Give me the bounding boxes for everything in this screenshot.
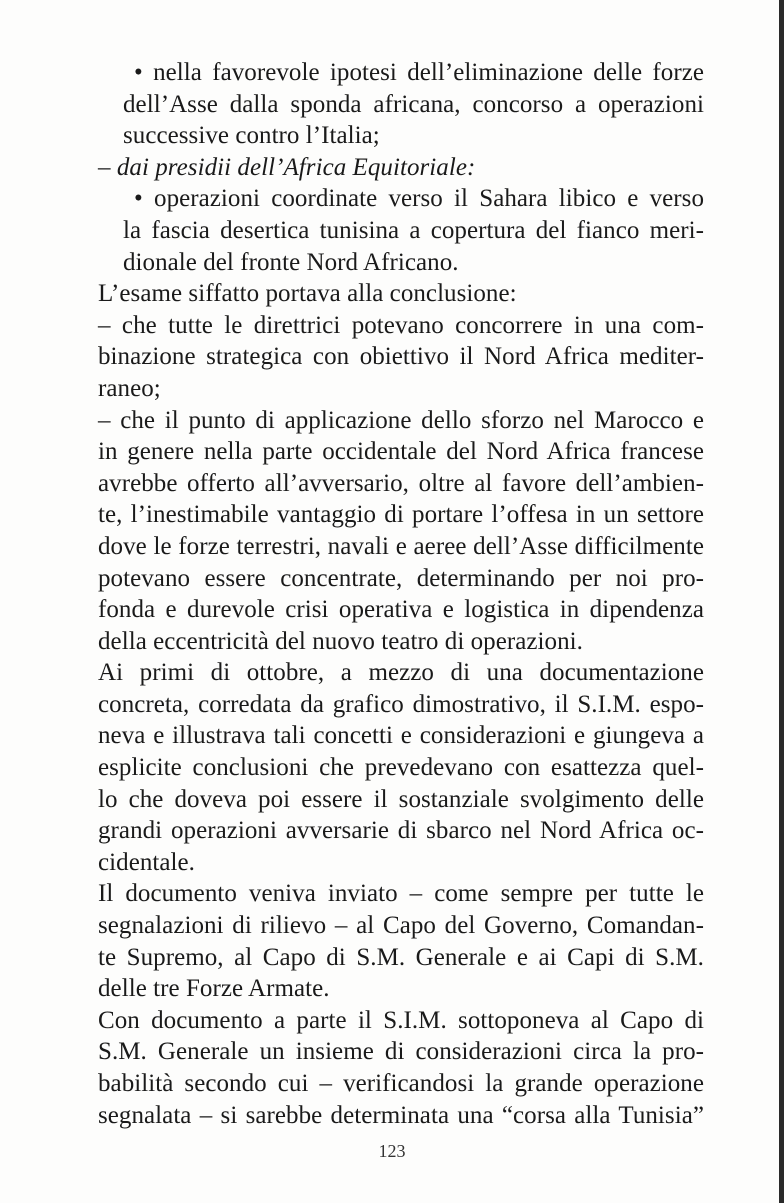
text-line: • nella favorevole ipotesi dell’eliminazione delle forze: [134, 59, 704, 86]
text-line: lo che doveva poi essere il sostanziale svolgimento delle: [98, 785, 704, 813]
text-line: delle tre Forze Armate.: [98, 975, 330, 1003]
text-line: S.M. Generale un insieme di considerazioni circa la pro-: [98, 1038, 704, 1066]
text-line: binazione strategica con obiettivo il Nord Africa mediter-: [98, 343, 704, 371]
page-number: 123: [378, 1141, 406, 1161]
text-line: segnalata – si sarebbe determinata una “corsa alla Tunisia”: [98, 1101, 704, 1129]
body-text: [98, 57, 704, 1131]
text-line: successive contro l’Italia;: [123, 122, 380, 150]
text-line: L’esame siffatto portava alla conclusione:: [98, 280, 517, 308]
text-line: avrebbe offerto all’avversario, oltre al favore dell’ambien-: [98, 469, 704, 497]
text-line: della eccentricità del nuovo teatro di operazioni.: [98, 627, 583, 655]
page-edge-shadow: [779, 0, 784, 1203]
text-line: la fascia desertica tunisina a copertura del fianco meri-: [123, 216, 704, 244]
text-line: – che tutte le direttrici potevano concorrere in una com-: [98, 311, 704, 339]
text-line: • operazioni coordinate verso il Sahara libico e verso: [134, 185, 704, 213]
text-line: raneo;: [98, 374, 161, 402]
text-line: te, l’inestimabile vantaggio di portare l’offesa in un settore: [98, 501, 704, 529]
text-line: Con documento a parte il S.I.M. sottoponeva al Capo di: [98, 1006, 704, 1034]
text-line: potevano essere concentrate, determinando per noi pro-: [98, 564, 704, 592]
text-line: grandi operazioni avversarie di sbarco nel Nord Africa oc-: [98, 817, 704, 845]
text-line: Il documento veniva inviato – come sempre per tutte le: [98, 880, 704, 908]
text-line: neva e illustrava tali concetti e considerazioni e giungeva a: [98, 722, 704, 750]
text-line: babilità secondo cui – verificandosi la grande operazione: [98, 1070, 704, 1097]
subheading-line: – dai presidii dell’Africa Equitoriale:: [98, 153, 476, 181]
text-line: dell’Asse dalla sponda africana, concorso a operazioni: [123, 90, 704, 118]
text-line: te Supremo, al Capo di S.M. Generale e ai Capi di S.M.: [98, 943, 704, 971]
text-line: esplicite conclusioni che prevedevano con esattezza quel-: [98, 754, 704, 782]
text-line: dove le forze terrestri, navali e aeree dell’Asse difficilmente: [98, 532, 704, 560]
text-line: segnalazioni di rilievo – al Capo del Governo, Comandan-: [98, 912, 704, 940]
text-line: cidentale.: [98, 848, 195, 876]
text-line: dionale del fronte Nord Africano.: [123, 248, 459, 276]
text-line: concreta, corredata da grafico dimostrativo, il S.I.M. espo-: [98, 690, 704, 718]
text-line: – che il punto di applicazione dello sforzo nel Marocco e: [98, 406, 704, 434]
text-line: in genere nella parte occidentale del Nord Africa francese: [98, 438, 704, 466]
text-line: Ai primi di ottobre, a mezzo di una documentazione: [98, 659, 704, 687]
text-line: fonda e durevole crisi operativa e logistica in dipendenza: [98, 596, 704, 624]
